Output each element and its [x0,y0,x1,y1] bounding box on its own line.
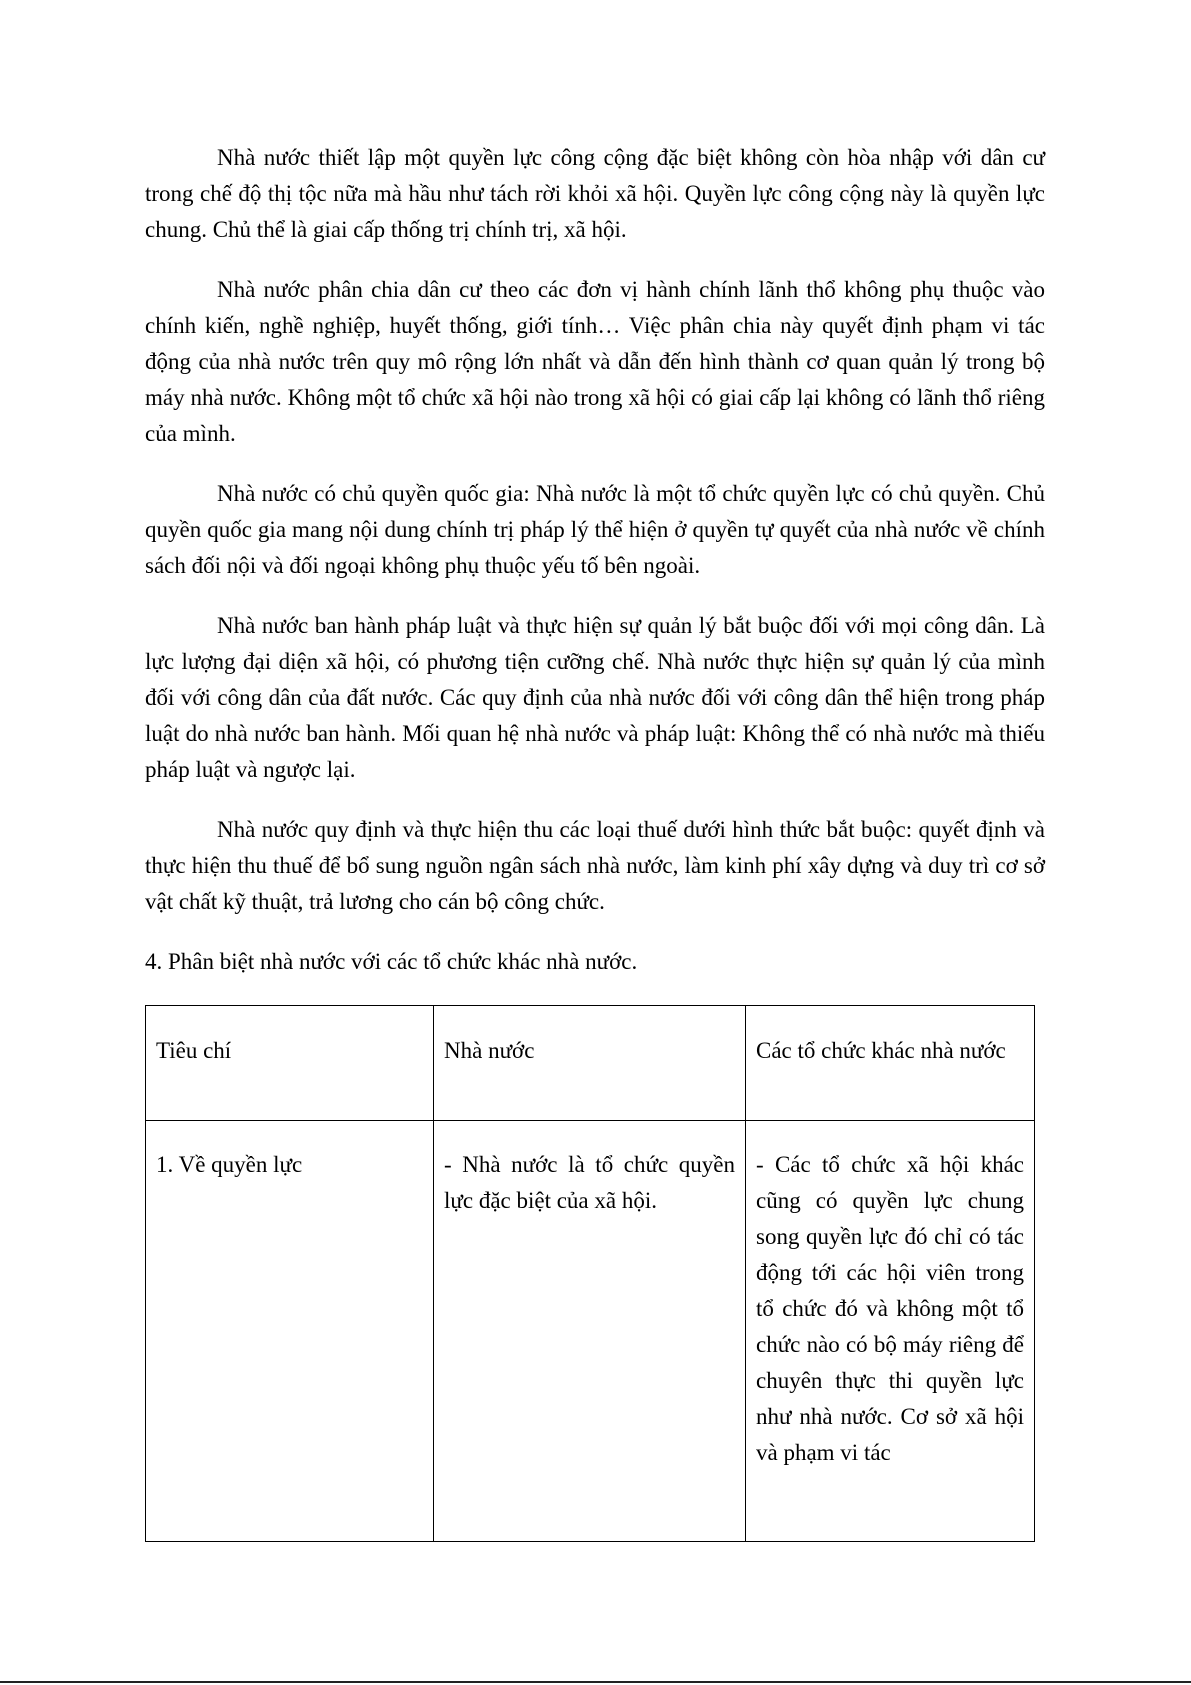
table-row [146,1121,1035,1542]
header-criterion-text: Tiêu chí [156,1038,232,1063]
paragraph-taxes: Nhà nước quy định và thực hiện thu các loại thuế dưới hình thức bắt buộc: quyết định và thực hiện thu thuế để bổ sung nguồn ngân sách nhà nước, làm kinh phí xây dựng và duy trì cơ sở vật chất kỹ thuật, trả lương cho cán bộ công chức. [145,817,1045,914]
criterion-text: 1. Về quyền lực [156,1152,303,1177]
comparison-table [145,1005,1035,1542]
paragraph-territory: Nhà nước phân chia dân cư theo các đơn vị hành chính lãnh thổ không phụ thuộc vào chính kiến, nghề nghiệp, huyết thống, giới tính… Việc phân chia này quyết định phạm vi tác động của nhà nước trên quy mô rộng lớn nhất và dẫn đến hình thành cơ quan quản lý trong bộ máy nhà nước. Không một tổ chức xã hội nào trong xã hội có giai cấp lại không có lãnh thổ riêng của mình. [145,277,1045,446]
paragraph-law: Nhà nước ban hành pháp luật và thực hiện sự quản lý bắt buộc đối với mọi công dân. Là lực lượng đại diện xã hội, có phương tiện cưỡng chế. Nhà nước thực hiện sự quản lý của mình đối với công dân của đất nước. Các quy định của nhà nước đối với công dân thể hiện trong pháp luật do nhà nước ban hành. Mối quan hệ nhà nước và pháp luật: Không thể có nhà nước mà thiếu pháp luật và ngược lại. [145,613,1045,782]
header-cell-others [746,1006,1035,1121]
section-heading: 4. Phân biệt nhà nước với các tổ chức khác nhà nước. [145,949,638,974]
header-others-text: Các tổ chức khác nhà nước [756,1038,1006,1063]
cell-state [434,1121,746,1542]
paragraph-public-power: Nhà nước thiết lập một quyền lực công cộng đặc biệt không còn hòa nhập với dân cư trong chế độ thị tộc nữa mà hầu như tách rời khỏi xã hội. Quyền lực công cộng này là quyền lực chung. Chủ thể là giai cấp thống trị chính trị, xã hội. [145,145,1045,242]
cell-others [746,1121,1035,1542]
cell-criterion [146,1121,434,1542]
others-text: - Các tổ chức xã hội khác cũng có quyền lực chung song quyền lực đó chỉ có tác động tới các hội viên trong tổ chức đó và không một tổ chức nào có bộ máy riêng để chuyên thực thi quyền lực như nhà nước. Cơ sở xã hội và phạm vi tác [756,1152,1024,1465]
table-header-row [146,1006,1035,1121]
page-bottom-divider [0,1681,1191,1683]
document-body [145,140,1045,996]
state-text: - Nhà nước là tổ chức quyền lực đặc biệt của xã hội. [444,1152,735,1213]
header-cell-state [434,1006,746,1121]
paragraph-sovereignty: Nhà nước có chủ quyền quốc gia: Nhà nước là một tổ chức quyền lực có chủ quyền. Chủ quyền quốc gia mang nội dung chính trị pháp lý thể hiện ở quyền tự quyết của nhà nước về chính sách đối nội và đối ngoại không phụ thuộc yếu tố bên ngoài. [145,481,1045,578]
header-cell-criterion [146,1006,434,1121]
header-state-text: Nhà nước [444,1038,535,1063]
